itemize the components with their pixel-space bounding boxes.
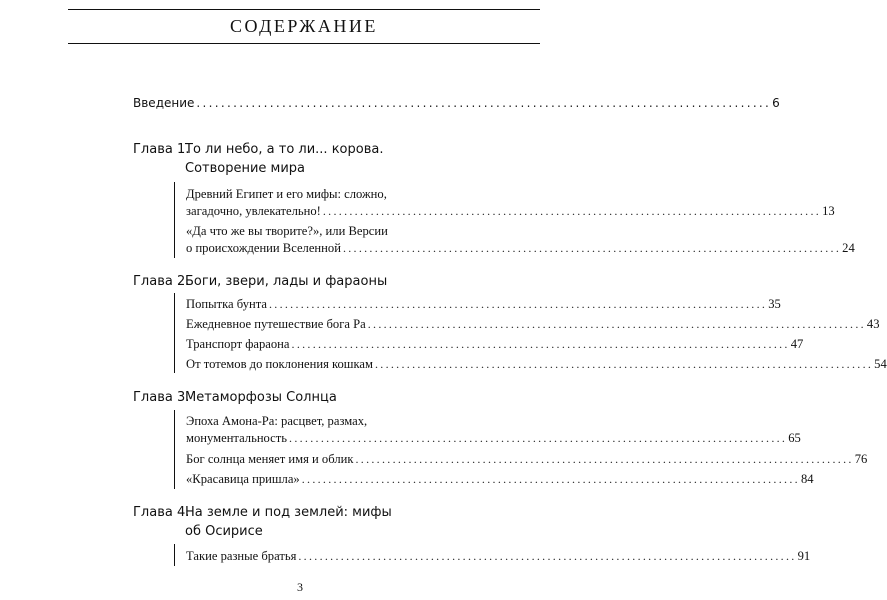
leader-dots: .............................................................................................. [355,452,854,466]
leader-dots: .............................................................................................. [322,204,822,218]
entry-text: Введение [133,96,195,110]
page-number: 3 [297,580,303,594]
toc-entry-3-1[interactable] [186,430,801,446]
chapter-label: Глава 2. [133,274,190,289]
chapter-title-cont: об Осирисе [185,524,263,539]
title-rule [68,43,540,44]
toc-entry-intro[interactable] [133,95,780,111]
leader-dots: .............................................................................................. [367,317,866,331]
toc-entry-3-3[interactable] [186,471,814,487]
entry-page: 47 [790,337,804,351]
chapter-1-bar [174,182,175,258]
leader-dots: .............................................................................................. [268,297,768,311]
toc-entry-3-2[interactable] [186,451,868,467]
toc-entry-2-1[interactable] [186,296,781,312]
entry-text: загадочно, увлекательно! [186,204,321,218]
chapter-1-heading[interactable] [133,140,383,178]
chapter-4-heading[interactable] [133,503,392,541]
toc-entry-1-1[interactable] [186,203,835,219]
entry-text: Транспорт фараона [186,337,290,351]
leader-dots: .............................................................................................. [301,472,800,486]
entry-page: 65 [788,431,801,445]
entry-text: Ежедневное путешествие бога Ра [186,317,366,331]
entry-page: 35 [768,297,781,311]
entry-text: Такие разные братья [186,549,297,563]
chapter-4-bar [174,544,175,566]
section-1-2-line1: «Да что же вы творите?», или Версии [186,224,388,238]
section-3-1-line1: Эпоха Амона-Ра: расцвет, размах, [186,414,368,428]
chapter-title: Метаморфозы Солнца [185,390,337,405]
top-rule [68,9,540,10]
chapter-title: То ли небо, а то ли... корова. [185,142,384,157]
leader-dots: .............................................................................................. [342,241,842,255]
chapter-title: Боги, звери, лады и фараоны [185,274,388,289]
chapter-3-heading[interactable] [133,388,337,407]
entry-page: 76 [854,452,868,466]
entry-page: 13 [822,204,835,218]
leader-dots: .............................................................................................. [298,549,797,563]
leader-dots: .............................................................................................. [291,337,790,351]
chapter-2-heading[interactable] [133,272,387,291]
entry-page: 24 [842,241,855,255]
page-title: СОДЕРЖАНИЕ [230,16,378,36]
entry-text: «Красавица пришла» [186,472,300,486]
entry-text: Попытка бунта [186,297,267,311]
section-1-1-line1: Древний Египет и его мифы: сложно, [186,187,387,201]
entry-page: 54 [874,357,887,371]
entry-page: 91 [797,549,811,563]
entry-text: От тотемов до поклонения кошкам [186,357,373,371]
toc-entry-2-2[interactable] [186,316,880,332]
toc-entry-2-4[interactable] [186,356,887,372]
leader-dots: .............................................................................................. [196,96,772,110]
chapter-title: На земле и под землей: мифы [185,505,392,520]
chapter-label: Глава 3. [133,390,190,405]
entry-text: монументальность [186,431,288,445]
toc-entry-1-2[interactable] [186,240,855,256]
chapter-label: Глава 4. [133,505,190,520]
leader-dots: .............................................................................................. [374,357,874,371]
chapter-2-bar [174,293,175,373]
entry-text: Бог солнца меняет имя и облик [186,452,354,466]
toc-entry-2-3[interactable] [186,336,804,352]
chapter-3-bar [174,410,175,489]
entry-text: о происхождении Вселенной [186,241,341,255]
toc-entry-4-1[interactable] [186,548,811,564]
entry-page: 6 [772,96,780,110]
entry-page: 84 [800,472,814,486]
chapter-label: Глава 1. [133,142,190,157]
chapter-title-cont: Сотворение мира [185,161,306,176]
entry-page: 43 [866,317,880,331]
leader-dots: .............................................................................................. [289,431,788,445]
